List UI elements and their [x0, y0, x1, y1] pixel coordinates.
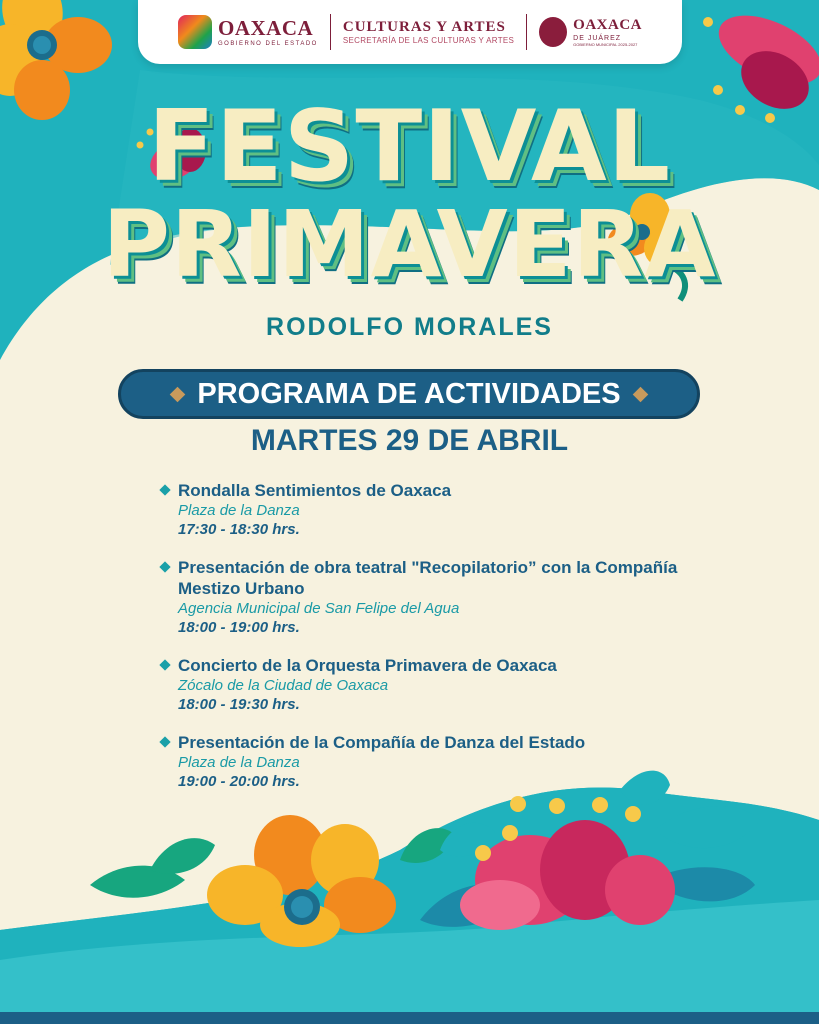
- event-time: 19:00 - 20:00 hrs.: [178, 773, 300, 790]
- oaxaca-state-logo: [178, 15, 318, 49]
- juarez-logo-tagline: DE JUÁREZ: [573, 34, 622, 42]
- juarez-logo-small: GOBIERNO MUNICIPAL 2025-2027: [573, 41, 638, 47]
- header-logo-bar: [138, 0, 682, 64]
- juarez-logo: [539, 17, 642, 47]
- diamond-bullet-icon: [159, 736, 170, 747]
- event-time: 18:00 - 19:00 hrs.: [178, 619, 300, 636]
- event-title: Presentación de obra teatral "Recopilatorio” con la Compañía Mestizo Urbano: [178, 558, 678, 598]
- culturas-logo-tagline: SECRETARÍA DE LAS CULTURAS Y ARTES: [342, 35, 515, 45]
- diamond-bullet-icon: [632, 386, 648, 402]
- event-venue: Plaza de la Danza: [178, 754, 300, 771]
- diamond-bullet-icon: [170, 386, 186, 402]
- program-banner: [118, 369, 700, 419]
- program-label: PROGRAMA DE ACTIVIDADES: [197, 377, 621, 410]
- diamond-bullet-icon: [159, 659, 170, 670]
- event-venue: Agencia Municipal de San Felipe del Agua: [178, 600, 460, 617]
- diamond-bullet-icon: [159, 484, 170, 495]
- logo-divider: [330, 14, 331, 50]
- event-time: 17:30 - 18:30 hrs.: [178, 521, 300, 538]
- event-venue: Plaza de la Danza: [178, 502, 300, 519]
- diamond-bullet-icon: [159, 561, 170, 572]
- event-title: Concierto de la Orquesta Primavera de Oaxaca: [178, 656, 557, 675]
- oaxaca-logo-name: OAXACA: [218, 15, 314, 40]
- culturas-logo-name: CULTURAS Y ARTES: [342, 18, 506, 35]
- juarez-emblem-icon: [539, 17, 567, 47]
- event-item: [160, 480, 680, 540]
- event-title: Presentación de la Compañía de Danza del Estado: [178, 733, 586, 752]
- program-date: MARTES 29 DE ABRIL: [250, 424, 569, 457]
- logo-divider: [526, 14, 527, 50]
- oaxaca-emblem-icon: [178, 15, 212, 49]
- event-item: [160, 655, 680, 715]
- event-time: 18:00 - 19:30 hrs.: [178, 696, 300, 713]
- event-list: [160, 480, 680, 809]
- festival-title-line2: PRIMAVERA: [102, 191, 717, 298]
- festival-subtitle: RODOLFO MORALES: [266, 313, 553, 341]
- event-item: [160, 732, 680, 792]
- oaxaca-logo-tagline: GOBIERNO DEL ESTADO: [218, 40, 318, 47]
- juarez-logo-name: OAXACA: [573, 16, 642, 33]
- event-title: Rondalla Sentimientos de Oaxaca: [178, 481, 452, 500]
- festival-title-line1: FESTIVAL: [147, 90, 672, 204]
- event-item: [160, 557, 680, 638]
- event-venue: Zócalo de la Ciudad de Oaxaca: [178, 677, 389, 694]
- culturas-logo: [343, 20, 514, 45]
